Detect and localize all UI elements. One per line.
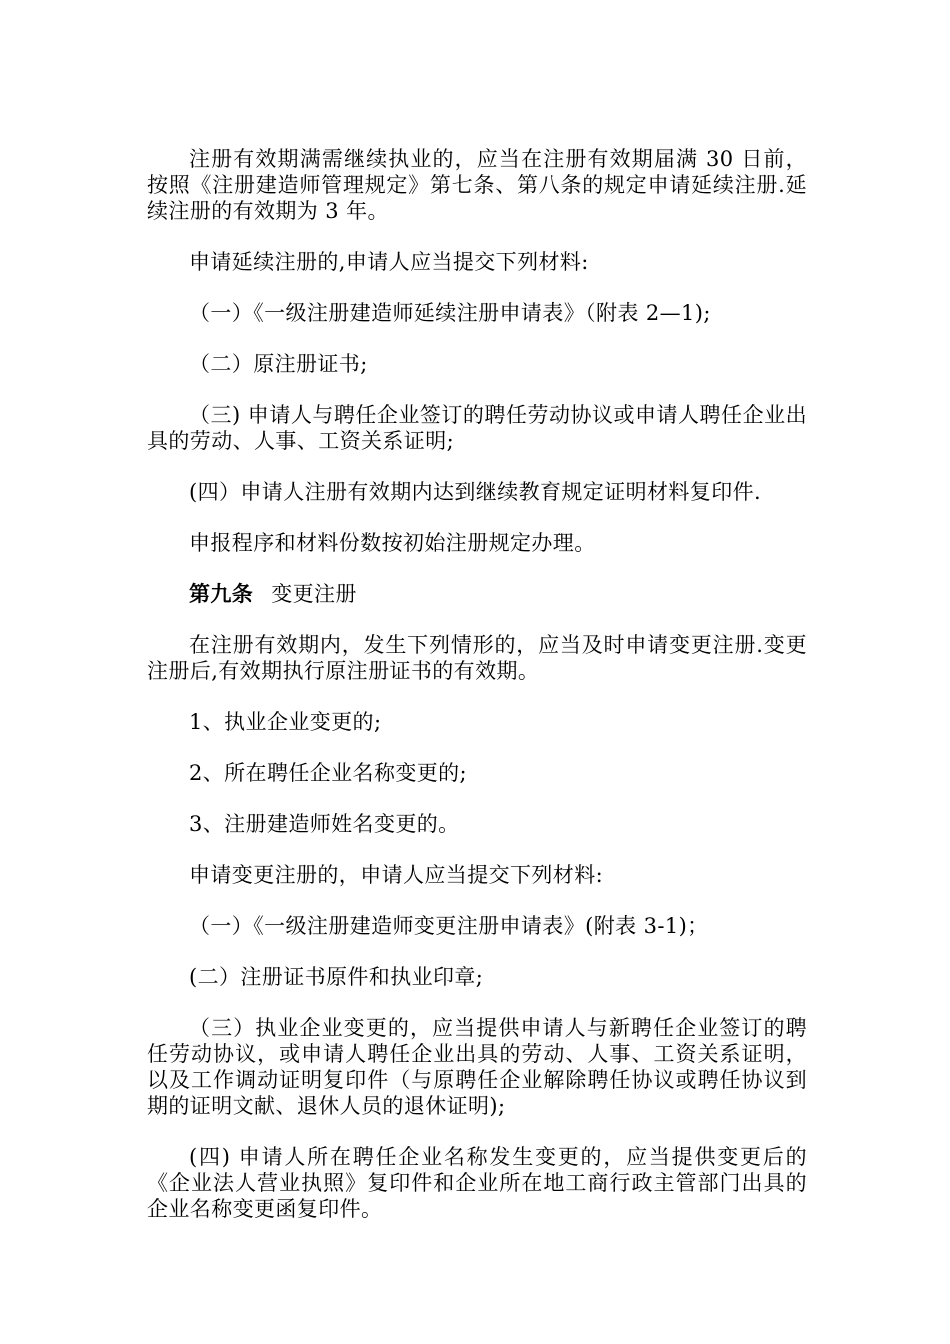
paragraph-renewal-materials: 申请延续注册的,申请人应当提交下列材料: <box>189 250 589 274</box>
list-item: (四) 申请人所在聘任企业名称发生变更的，应当提供变更后的《企业法人营业执照》复印件和企业所在地工商行政主管部门出具的企业名称变更函复印件。 <box>147 1145 807 1221</box>
list-item: （三) 申请人与聘任企业签订的聘任劳动协议或申请人聘任企业出具的劳动、人事、工资关系证明; <box>147 403 807 453</box>
paragraph-procedure: 申报程序和材料份数按初始注册规定办理。 <box>189 531 596 555</box>
article-heading <box>147 581 807 607</box>
list-item: (四）申请人注册有效期内达到继续教育规定证明材料复印件. <box>189 480 762 504</box>
list-item: 2、所在聘任企业名称变更的; <box>189 761 468 785</box>
list-item: 3、注册建造师姓名变更的。 <box>189 812 460 836</box>
list-item: （一）《一级注册建造师延续注册申请表》（附表 2—1); <box>189 301 711 325</box>
article-number: 第九条 <box>189 581 254 606</box>
list-item: （三）执业企业变更的，应当提供申请人与新聘任企业签订的聘任劳动协议，或申请人聘任企业出具的劳动、人事、工资关系证明，以及工作调动证明复印件（与原聘任企业解除聘任协议或聘任协议到期的证明文献、退休人员的退休证明); <box>147 1016 807 1118</box>
list-item: （二）原注册证书; <box>189 352 368 376</box>
paragraph-change-materials: 申请变更注册的，申请人应当提交下列材料: <box>189 863 604 887</box>
list-item: (二）注册证书原件和执业印章; <box>189 965 484 989</box>
list-item: 1、执业企业变更的; <box>189 710 382 734</box>
paragraph-change-intro: 在注册有效期内，发生下列情形的，应当及时申请变更注册.变更注册后,有效期执行原注册证书的有效期。 <box>147 633 807 683</box>
document-body <box>147 146 807 1222</box>
list-item: （一）《一级注册建造师变更注册申请表》(附表 3-1)； <box>189 914 709 938</box>
paragraph-renewal-intro: 注册有效期满需继续执业的，应当在注册有效期届满 30 日前，按照《注册建造师管理规定》第七条、第八条的规定申请延续注册.延续注册的有效期为 3 年。 <box>147 147 807 223</box>
article-title: 变更注册 <box>271 582 357 606</box>
